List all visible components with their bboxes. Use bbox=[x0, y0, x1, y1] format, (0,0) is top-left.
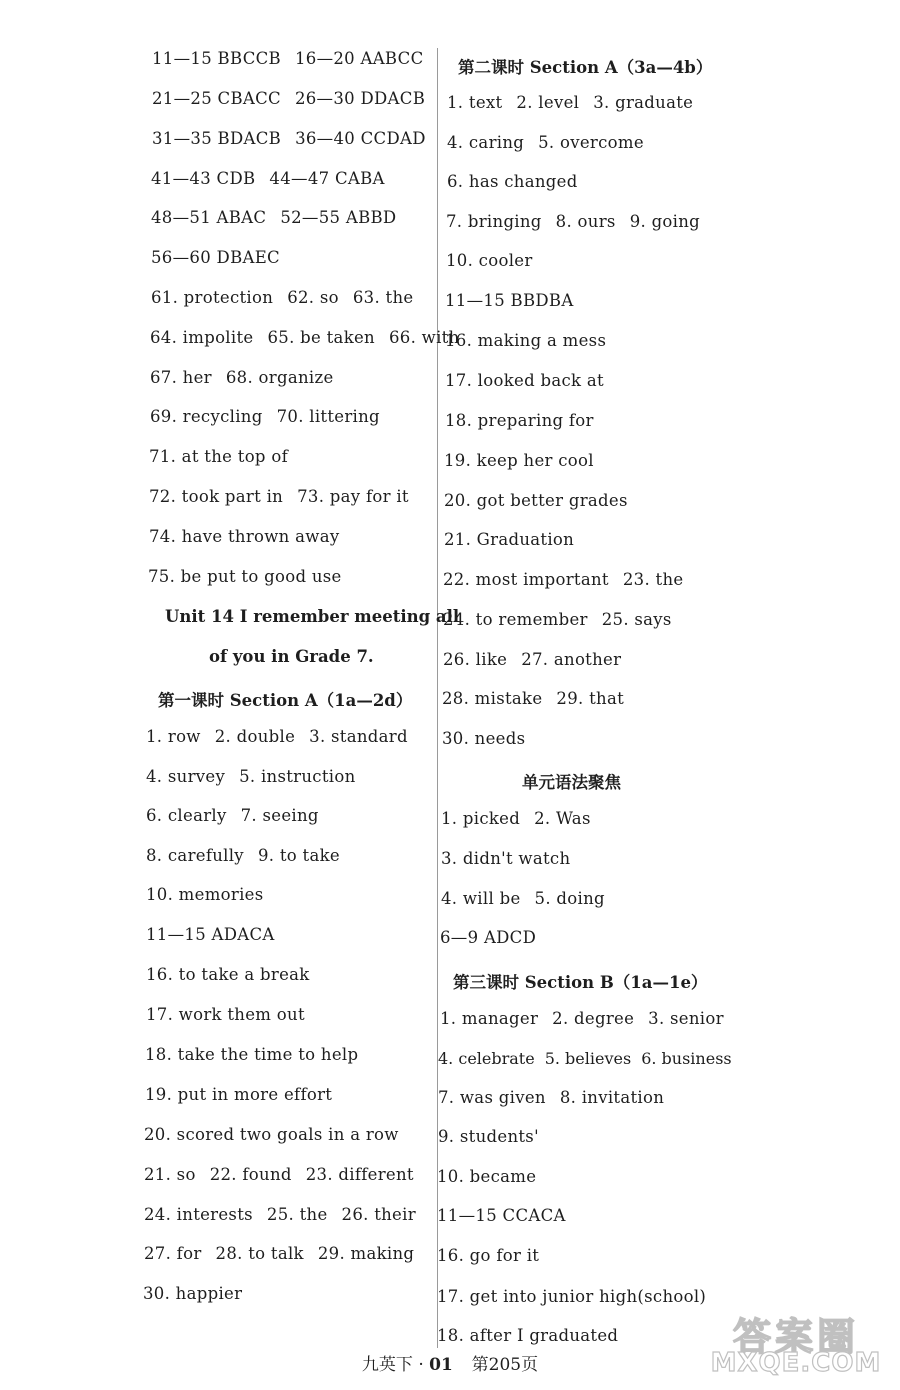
answer-item: 72. took part in bbox=[149, 487, 284, 506]
answer-line bbox=[444, 451, 594, 470]
answer-line bbox=[445, 331, 606, 350]
answer-line bbox=[445, 411, 594, 430]
answer-item: 27. another bbox=[521, 650, 622, 669]
answer-line bbox=[437, 1287, 706, 1306]
answer-line bbox=[445, 371, 604, 390]
answer-item: 31—35 BDACB bbox=[152, 129, 282, 148]
answer-line bbox=[149, 527, 339, 546]
answer-item: 18. preparing for bbox=[445, 411, 594, 430]
answer-line bbox=[437, 1246, 539, 1265]
answer-item: 16. making a mess bbox=[445, 331, 607, 350]
answer-line bbox=[150, 328, 460, 347]
answer-item: 68. organize bbox=[225, 368, 334, 387]
answer-item: 48—51 ABAC bbox=[151, 208, 267, 227]
answer-line bbox=[441, 809, 591, 828]
answer-line bbox=[440, 928, 536, 947]
answer-item: 26. like bbox=[443, 650, 508, 669]
answer-line bbox=[146, 846, 340, 865]
answer-item: 24. interests bbox=[144, 1205, 253, 1224]
answer-item: 25. says bbox=[601, 610, 672, 629]
answer-line bbox=[151, 208, 396, 227]
answer-item: 10. became bbox=[437, 1167, 537, 1186]
answer-item: 19. keep her cool bbox=[444, 451, 594, 470]
answer-item: 9. going bbox=[629, 212, 701, 231]
answer-line bbox=[447, 93, 693, 112]
answer-item: 8. invitation bbox=[559, 1088, 665, 1107]
answer-item: 6. business bbox=[641, 1049, 732, 1068]
answer-line bbox=[442, 729, 525, 748]
answer-item: 4. caring bbox=[447, 133, 525, 152]
footer-code: 01 bbox=[429, 1355, 453, 1375]
answer-item: 22. found bbox=[209, 1165, 292, 1184]
answer-line bbox=[440, 1009, 724, 1028]
answer-item: 7. was given bbox=[438, 1088, 546, 1107]
answer-line bbox=[146, 727, 408, 746]
section-heading: 第一课时 Section A（1a—2d） bbox=[158, 691, 413, 710]
answer-item: 26—30 DDACB bbox=[294, 89, 426, 108]
answer-item: 71. at the top of bbox=[149, 447, 288, 466]
answer-line bbox=[444, 491, 628, 510]
answer-item: 16. go for it bbox=[437, 1246, 540, 1265]
answer-item: 73. pay for it bbox=[297, 487, 409, 506]
answer-item: 21. Graduation bbox=[444, 530, 575, 549]
answer-item: 4. will be bbox=[441, 889, 521, 908]
answer-item: 8. carefully bbox=[146, 846, 244, 865]
answer-item: 10. cooler bbox=[446, 251, 533, 270]
answer-line bbox=[446, 212, 700, 231]
answer-item: 9. to take bbox=[257, 846, 340, 865]
column-divider bbox=[437, 48, 438, 1348]
answer-line bbox=[144, 1125, 399, 1144]
section-heading: 单元语法聚焦 bbox=[522, 773, 621, 792]
answer-item: 21. so bbox=[144, 1165, 196, 1184]
answer-line bbox=[146, 806, 319, 825]
answer-line bbox=[144, 1244, 414, 1263]
answer-line bbox=[144, 1165, 414, 1184]
answer-item: 23. different bbox=[305, 1165, 414, 1184]
answer-item: 3. senior bbox=[648, 1009, 724, 1028]
answer-line bbox=[146, 767, 356, 786]
answer-line bbox=[437, 1167, 536, 1186]
answer-item: 11—15 ADACA bbox=[146, 925, 275, 944]
answer-item: 29. making bbox=[317, 1244, 415, 1263]
answer-line bbox=[438, 1088, 664, 1107]
answer-item: 65. be taken bbox=[267, 328, 375, 347]
answer-line bbox=[437, 1206, 566, 1225]
answer-item: 19. put in more effort bbox=[145, 1085, 333, 1104]
answer-line bbox=[146, 885, 263, 904]
footer-dot: · bbox=[418, 1355, 424, 1375]
answer-item: 23. the bbox=[622, 570, 684, 589]
answer-item: 2. double bbox=[214, 727, 296, 746]
answer-item: 67. her bbox=[150, 368, 212, 387]
answer-item: 6. clearly bbox=[146, 806, 227, 825]
answer-item: 36—40 CCDAD bbox=[295, 129, 426, 148]
answer-item: 18. after I graduated bbox=[437, 1326, 619, 1345]
answer-item: 25. the bbox=[266, 1205, 328, 1224]
answer-item: 1. manager bbox=[440, 1009, 539, 1028]
answer-line bbox=[447, 172, 578, 191]
answer-line bbox=[146, 965, 310, 984]
answer-item: 9. students' bbox=[438, 1127, 539, 1146]
answer-item: 24. to remember bbox=[443, 610, 588, 629]
answer-line bbox=[438, 1127, 539, 1146]
answer-line bbox=[144, 1205, 416, 1224]
answer-item: 28. to talk bbox=[215, 1244, 304, 1263]
answer-item: 26. their bbox=[341, 1205, 416, 1224]
answer-item: 70. littering bbox=[276, 407, 380, 426]
answer-line bbox=[150, 368, 334, 387]
answer-item: 21—25 CBACC bbox=[152, 89, 281, 108]
answer-item: 11—15 BBCCB bbox=[152, 49, 281, 68]
answer-item: 2. degree bbox=[552, 1009, 635, 1028]
answer-line bbox=[441, 849, 570, 868]
answer-item: 3. didn't watch bbox=[441, 849, 571, 868]
answer-line bbox=[442, 689, 624, 708]
answer-item: 30. needs bbox=[442, 729, 526, 748]
answer-line bbox=[443, 570, 683, 589]
answer-line bbox=[445, 291, 574, 310]
answer-line bbox=[151, 169, 385, 188]
answer-item: 52—55 ABBD bbox=[280, 208, 397, 227]
answer-line bbox=[146, 1005, 305, 1024]
answer-line bbox=[150, 407, 380, 426]
answer-line bbox=[151, 248, 280, 267]
answer-item: 5. believes bbox=[544, 1049, 632, 1068]
answer-item: 22. most important bbox=[443, 570, 609, 589]
answer-item: 20. scored two goals in a row bbox=[144, 1125, 399, 1144]
answer-item: 64. impolite bbox=[150, 328, 254, 347]
answer-item: 20. got better grades bbox=[444, 491, 628, 510]
answer-item: 1. row bbox=[146, 727, 201, 746]
answer-item: 17. work them out bbox=[146, 1005, 305, 1024]
answer-line bbox=[438, 1049, 732, 1068]
answer-line bbox=[446, 251, 533, 270]
answer-item: 56—60 DBAEC bbox=[151, 248, 280, 267]
page-number: 第205页 bbox=[471, 1355, 539, 1375]
answer-item: 27. for bbox=[144, 1244, 202, 1263]
answer-line bbox=[145, 1085, 332, 1104]
section-heading: 第三课时 Section B（1a—1e） bbox=[453, 973, 708, 992]
answer-line bbox=[447, 133, 644, 152]
answer-item: 5. instruction bbox=[239, 767, 356, 786]
answer-item: 2. level bbox=[516, 93, 580, 112]
answer-line bbox=[152, 49, 424, 68]
section-heading: 第二课时 Section A（3a—4b） bbox=[458, 58, 713, 77]
answer-line bbox=[441, 889, 605, 908]
answer-item: 29. that bbox=[556, 689, 625, 708]
answer-item: 28. mistake bbox=[442, 689, 543, 708]
answer-line bbox=[149, 447, 288, 466]
answer-item: 17. get into junior high(school) bbox=[437, 1287, 707, 1306]
answer-line bbox=[145, 1045, 358, 1064]
answer-line bbox=[143, 1284, 242, 1303]
answer-item: 7. seeing bbox=[240, 806, 319, 825]
answer-item: 16. to take a break bbox=[146, 965, 310, 984]
answer-line bbox=[148, 567, 342, 586]
answer-line bbox=[152, 129, 426, 148]
answer-item: 3. graduate bbox=[593, 93, 694, 112]
answer-item: 62. so bbox=[287, 288, 339, 307]
answer-line bbox=[444, 530, 574, 549]
watermark-en: MXQE.COM bbox=[710, 1348, 882, 1378]
answer-item: 4. celebrate bbox=[438, 1049, 535, 1068]
answer-item: 41—43 CDB bbox=[151, 169, 256, 188]
answer-item: 17. looked back at bbox=[445, 371, 604, 390]
answer-item: 69. recycling bbox=[150, 407, 263, 426]
answer-item: 3. standard bbox=[309, 727, 408, 746]
answer-item: 16—20 AABCC bbox=[294, 49, 424, 68]
answer-item: 10. memories bbox=[146, 885, 264, 904]
answer-item: 5. overcome bbox=[538, 133, 644, 152]
answer-item: 75. be put to good use bbox=[148, 567, 342, 586]
answer-item: 2. Was bbox=[534, 809, 591, 828]
answer-line bbox=[443, 610, 672, 629]
answer-line bbox=[443, 650, 621, 669]
answer-item: 11—15 BBDBA bbox=[445, 291, 574, 310]
answer-item: 30. happier bbox=[143, 1284, 243, 1303]
answer-item: 4. survey bbox=[146, 767, 226, 786]
answer-item: 1. picked bbox=[441, 809, 521, 828]
answer-line bbox=[152, 89, 425, 108]
answer-item: 1. text bbox=[447, 93, 503, 112]
answer-item: 74. have thrown away bbox=[149, 527, 340, 546]
unit-title: Unit 14 I remember meeting all bbox=[165, 607, 460, 626]
answer-item: 61. protection bbox=[151, 288, 274, 307]
watermark-cn: 答案圈 bbox=[732, 1315, 859, 1359]
answer-item: 8. ours bbox=[555, 212, 616, 231]
answer-item: 44—47 CABA bbox=[269, 169, 385, 188]
answer-item: 63. the bbox=[352, 288, 414, 307]
answer-line bbox=[151, 288, 413, 307]
answer-item: 7. bringing bbox=[446, 212, 542, 231]
page-footer bbox=[0, 1350, 900, 1375]
answer-item: 18. take the time to help bbox=[145, 1045, 359, 1064]
answer-item: 6—9 ADCD bbox=[440, 928, 537, 947]
answer-item: 5. doing bbox=[534, 889, 605, 908]
answer-item: 6. has changed bbox=[447, 172, 578, 191]
footer-book: 九英下 bbox=[361, 1355, 413, 1375]
answer-item: 11—15 CCACA bbox=[437, 1206, 566, 1225]
unit-title: of you in Grade 7. bbox=[209, 647, 374, 666]
answer-line bbox=[437, 1326, 618, 1345]
answer-line bbox=[149, 487, 409, 506]
answer-item: 66. with bbox=[388, 328, 460, 347]
answer-line bbox=[146, 925, 275, 944]
